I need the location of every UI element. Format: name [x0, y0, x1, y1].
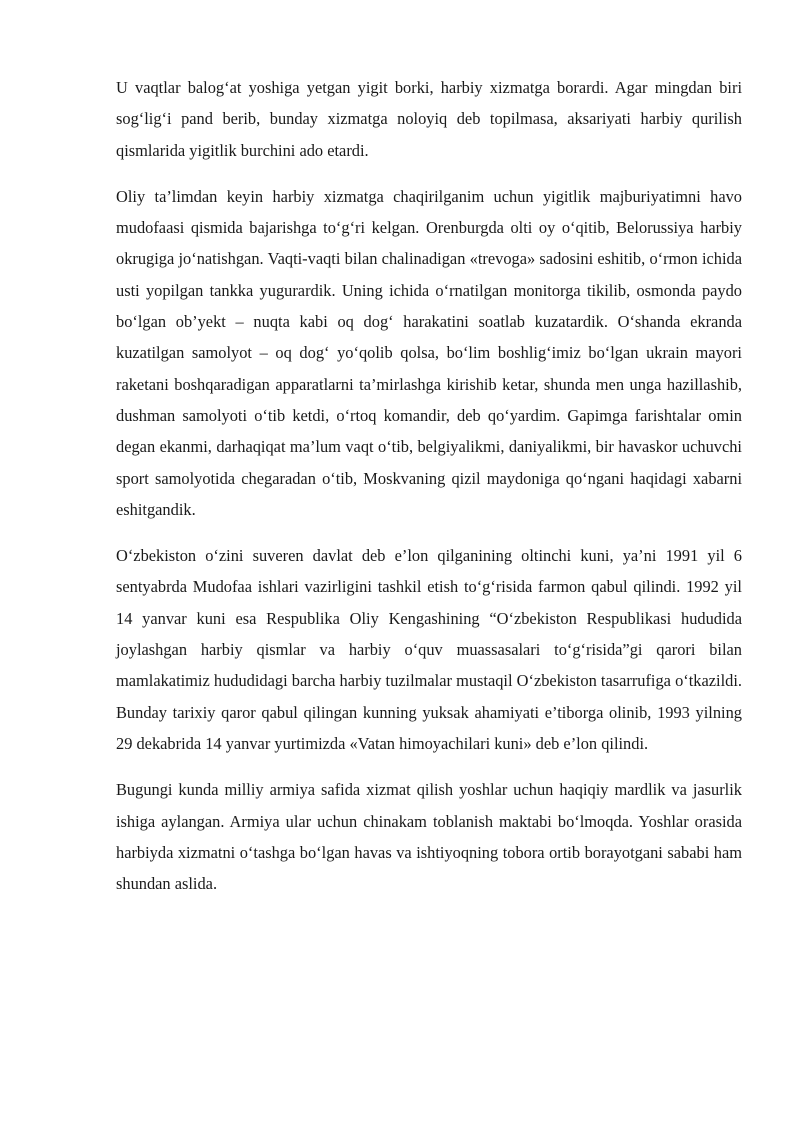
paragraph-4: Bugungi kunda milliy armiya safida xizmat qilish yoshlar uchun haqiqiy mardlik va jasurlik ishiga aylangan. Armiya ular uchun chinakam toblanish maktabi bo‘lmoqda. Yoshlar orasida harbiyda xizmatni o‘tashga bo‘lgan havas va ishtiyoqning tobora ortib borayotgani sababi ham shundan aslida. — [116, 780, 742, 894]
paragraph-1: U vaqtlar balog‘at yoshiga yetgan yigit borki, harbiy xizmatga borardi. Agar mingdan biri sog‘lig‘i pand berib, bunday xizmatga noloyiq deb topilmasa, aksariyati harbiy qurilish qismlarida yigitlik burchini ado etardi. — [116, 78, 742, 160]
paragraph-3: O‘zbekiston o‘zini suveren davlat deb e’lon qilganining oltinchi kuni, ya’ni 1991 yil 6 sentyabrda Mudofaa ishlari vazirligini tashkil etish to‘g‘risida farmon qabul qilindi. 1992 yil 14 yanvar kuni esa Respublika Oliy Kengashining “O‘zbekiston Respublikasi hududida joylashgan harbiy qismlar va harbiy o‘quv muassasalari to‘g‘risida”gi qarori bilan mamlakatimiz hududidagi barcha harbiy tuzilmalar mustaqil O‘zbekiston tasarrufiga o‘tkazildi. Bunday tarixiy qaror qabul qilingan kunning yuksak ahamiyati e’tiborga olinib, 1993 yilning 29 dekabrida 14 yanvar yurtimizda «Vatan himoyachilari kuni» deb e’lon qilindi. — [116, 546, 742, 753]
body-text — [116, 72, 742, 914]
paragraph-2: Oliy ta’limdan keyin harbiy xizmatga chaqirilganim uchun yigitlik majburiyatimni havo mudofaasi qismida bajarishga to‘g‘ri kelgan. Orenburgda olti oy o‘qitib, Belorussiya harbiy okrugiga jo‘natishgan. Vaqti-vaqti bilan chalinadigan «trevoga» sadosini eshitib, o‘rmon ichida usti yopilgan tankka yugurardik. Uning ichida o‘rnatilgan monitorga tikilib, osmonda paydo bo‘lgan ob’yekt – nuqta kabi oq dog‘ harakatini soatlab kuzatardik. O‘shanda ekranda kuzatilgan samolyot – oq dog‘ yo‘qolib qolsa, bo‘lim boshlig‘imiz bo‘lgan ukrain mayori raketani boshqaradigan apparatlarni ta’mirlashga kirishib ketar, shunda men unga hazillashib, dushman samolyoti o‘tib ketdi, o‘rtoq komandir, deb qo‘yardim. Gapimga farishtalar omin degan ekanmi, darhaqiqat ma’lum vaqt o‘tib, belgiyalikmi, daniyalikmi, bir havaskor uchuvchi sport samolyotida chegaradan o‘tib, Moskvaning qizil maydoniga qo‘ngani haqidagi xabarni eshitgandik. — [116, 186, 742, 519]
